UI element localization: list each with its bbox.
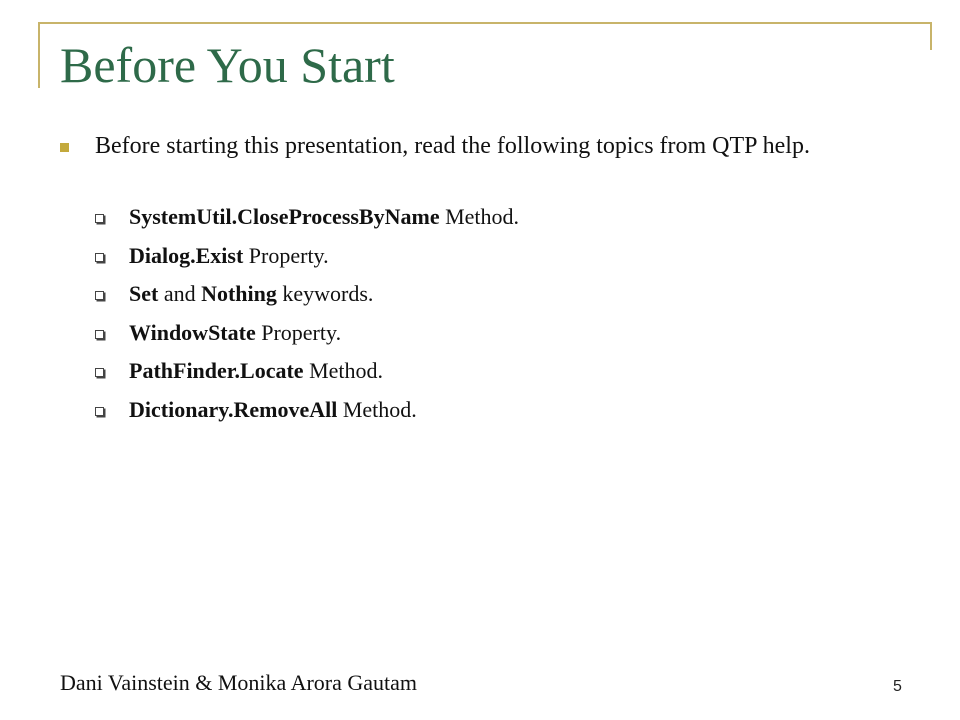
list-item: [95, 198, 519, 237]
frame-right-line: [930, 22, 932, 50]
topic-middle: and: [158, 281, 202, 306]
footer-authors: Dani Vainstein & Monika Arora Gautam: [60, 670, 418, 695]
frame-top-line: [38, 22, 932, 24]
topic-term: Dictionary.RemoveAll: [129, 396, 338, 422]
list-item: [95, 352, 519, 391]
main-bullet: [60, 130, 860, 163]
slide-title: Before You Start: [60, 37, 395, 93]
topic-suffix: Property.: [255, 319, 342, 345]
list-item: [95, 314, 519, 353]
checkbox-bullet-icon: [95, 291, 104, 300]
topic-suffix: Property.: [243, 242, 329, 268]
checkbox-bullet-icon: [95, 253, 104, 262]
topic-suffix: keywords.: [276, 281, 374, 306]
topic-term: Set: [129, 281, 159, 306]
topic-term: SystemUtil.CloseProcessByName: [129, 204, 440, 229]
square-bullet-icon: [60, 143, 69, 152]
topic-list: [95, 198, 519, 429]
list-item: [95, 275, 519, 314]
frame-left-line: [38, 22, 40, 88]
checkbox-bullet-icon: [95, 407, 104, 416]
topic-term: PathFinder.Locate: [129, 358, 304, 383]
topic-term: Dialog.Exist: [129, 242, 244, 268]
topic-suffix: Method.: [337, 396, 417, 422]
topic-term-2: Nothing: [201, 281, 277, 306]
page-number: 5: [893, 678, 902, 695]
list-item: [95, 237, 519, 276]
topic-suffix: Method.: [303, 358, 384, 383]
topic-term: WindowState: [129, 319, 256, 345]
topic-suffix: Method.: [439, 204, 520, 229]
checkbox-bullet-icon: [95, 330, 104, 339]
checkbox-bullet-icon: [95, 214, 104, 223]
list-item: [95, 391, 519, 430]
main-bullet-text: Before starting this presentation, read the following topics from QTP help.: [95, 133, 810, 159]
checkbox-bullet-icon: [95, 368, 104, 377]
